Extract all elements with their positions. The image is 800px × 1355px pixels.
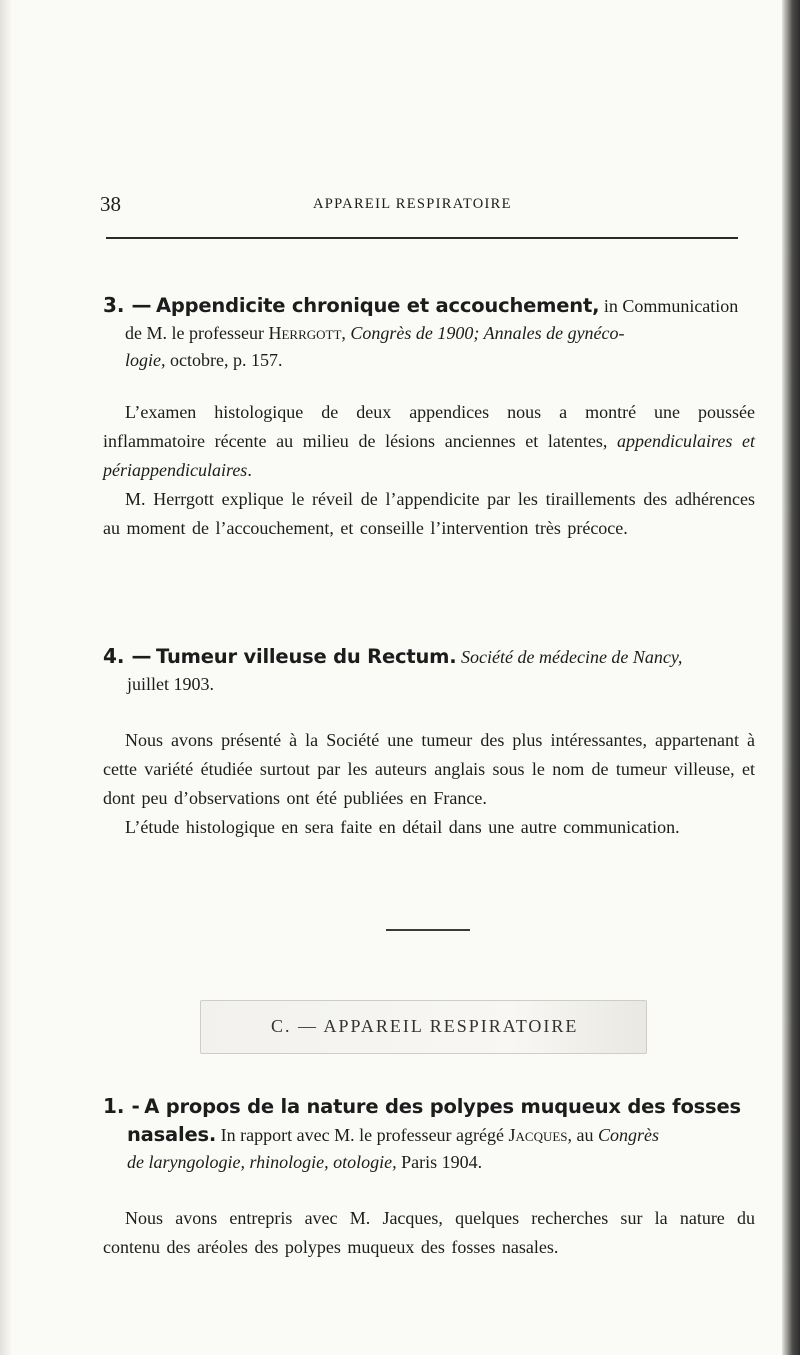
entry-4-number: 4. — bbox=[103, 644, 152, 668]
entry-4-date: juillet 1903. bbox=[127, 674, 214, 694]
entry-3-journal-cont: logie, bbox=[125, 350, 166, 370]
page-number: 38 bbox=[100, 192, 121, 216]
entry-3-number: 3. — bbox=[103, 293, 152, 317]
running-head bbox=[100, 192, 740, 222]
entry-3-journal: Congrès de 1900; Annales de gynéco- bbox=[350, 323, 625, 343]
entry-4-paragraph-1: Nous avons présenté à la Société une tumeur des plus intéressantes, appartenant à cette variété étudiée surtout par les auteurs anglais sous le nom de tumeur villeuse, et dont peu d’observations ont été publiées en France. bbox=[103, 730, 755, 808]
page-gutter-shadow bbox=[0, 0, 12, 1355]
section-heading-box bbox=[200, 1000, 647, 1054]
entry-c1-ref-a: In rapport avec M. le professeur agrégé bbox=[220, 1125, 505, 1145]
entry-c1 bbox=[103, 1093, 755, 1262]
entry-c1-congres: Congrès bbox=[598, 1125, 660, 1145]
entry-3-author: Herrgott, bbox=[268, 323, 346, 343]
entry-3-paragraph-1-tail: . bbox=[247, 460, 252, 480]
header-rule bbox=[106, 237, 738, 239]
entry-4 bbox=[103, 643, 755, 842]
section-separator-rule bbox=[386, 929, 470, 931]
entry-c1-author: Jacques, bbox=[508, 1125, 573, 1145]
entry-3-ref-a: in Communication bbox=[603, 296, 739, 316]
entry-c1-paragraph-1: Nous avons entrepris avec M. Jacques, quelques recherches sur la nature du contenu des aréoles des polypes muqueux des fosses nasales. bbox=[103, 1208, 755, 1257]
entry-c1-title-line2: nasales. bbox=[127, 1123, 217, 1146]
entry-c1-place-date: Paris 1904. bbox=[401, 1152, 483, 1172]
entry-3-date: octobre, p. 157. bbox=[170, 350, 283, 370]
entry-3-paragraph-1-text: L’examen histologique de deux appendices nous a montré une poussée inflammatoire récente au milieu de lésions anciennes et latentes, bbox=[103, 402, 755, 451]
entry-3-ref-b: de M. le professeur bbox=[125, 323, 264, 343]
entry-3-paragraph-1-italic: appendiculaires et périappendiculaires bbox=[103, 431, 755, 480]
entry-c1-number: 1. - bbox=[103, 1094, 140, 1118]
entry-c1-journal: de laryngologie, rhinologie, otologie, bbox=[127, 1152, 397, 1172]
entry-3-heading bbox=[103, 292, 755, 374]
entry-4-journal: Société de médecine de Nancy, bbox=[461, 647, 683, 667]
entry-4-paragraph-2: L’étude histologique en sera faite en détail dans une autre communication. bbox=[125, 817, 680, 837]
entry-4-title: Tumeur villeuse du Rectum. bbox=[155, 645, 457, 668]
entry-3 bbox=[103, 292, 755, 543]
section-title: C. — APPAREIL RESPIRATOIRE bbox=[271, 1016, 579, 1036]
page-edge-shadow bbox=[782, 0, 800, 1355]
running-title: APPAREIL RESPIRATOIRE bbox=[313, 196, 512, 212]
entry-3-title: Appendicite chronique et accouchement, bbox=[155, 294, 600, 317]
entry-4-heading bbox=[103, 643, 755, 698]
entry-c1-title-line1: A propos de la nature des polypes muqueux des fosses bbox=[144, 1095, 741, 1118]
entry-c1-heading bbox=[103, 1093, 755, 1176]
entry-c1-ref-au: au bbox=[576, 1125, 594, 1145]
entry-3-paragraph-2: M. Herrgott explique le réveil de l’appendicite par les tiraillements des adhérences au moment de l’accouchement, et conseille l’intervention très précoce. bbox=[103, 489, 755, 538]
entry-3-paragraph-1 bbox=[103, 398, 755, 485]
